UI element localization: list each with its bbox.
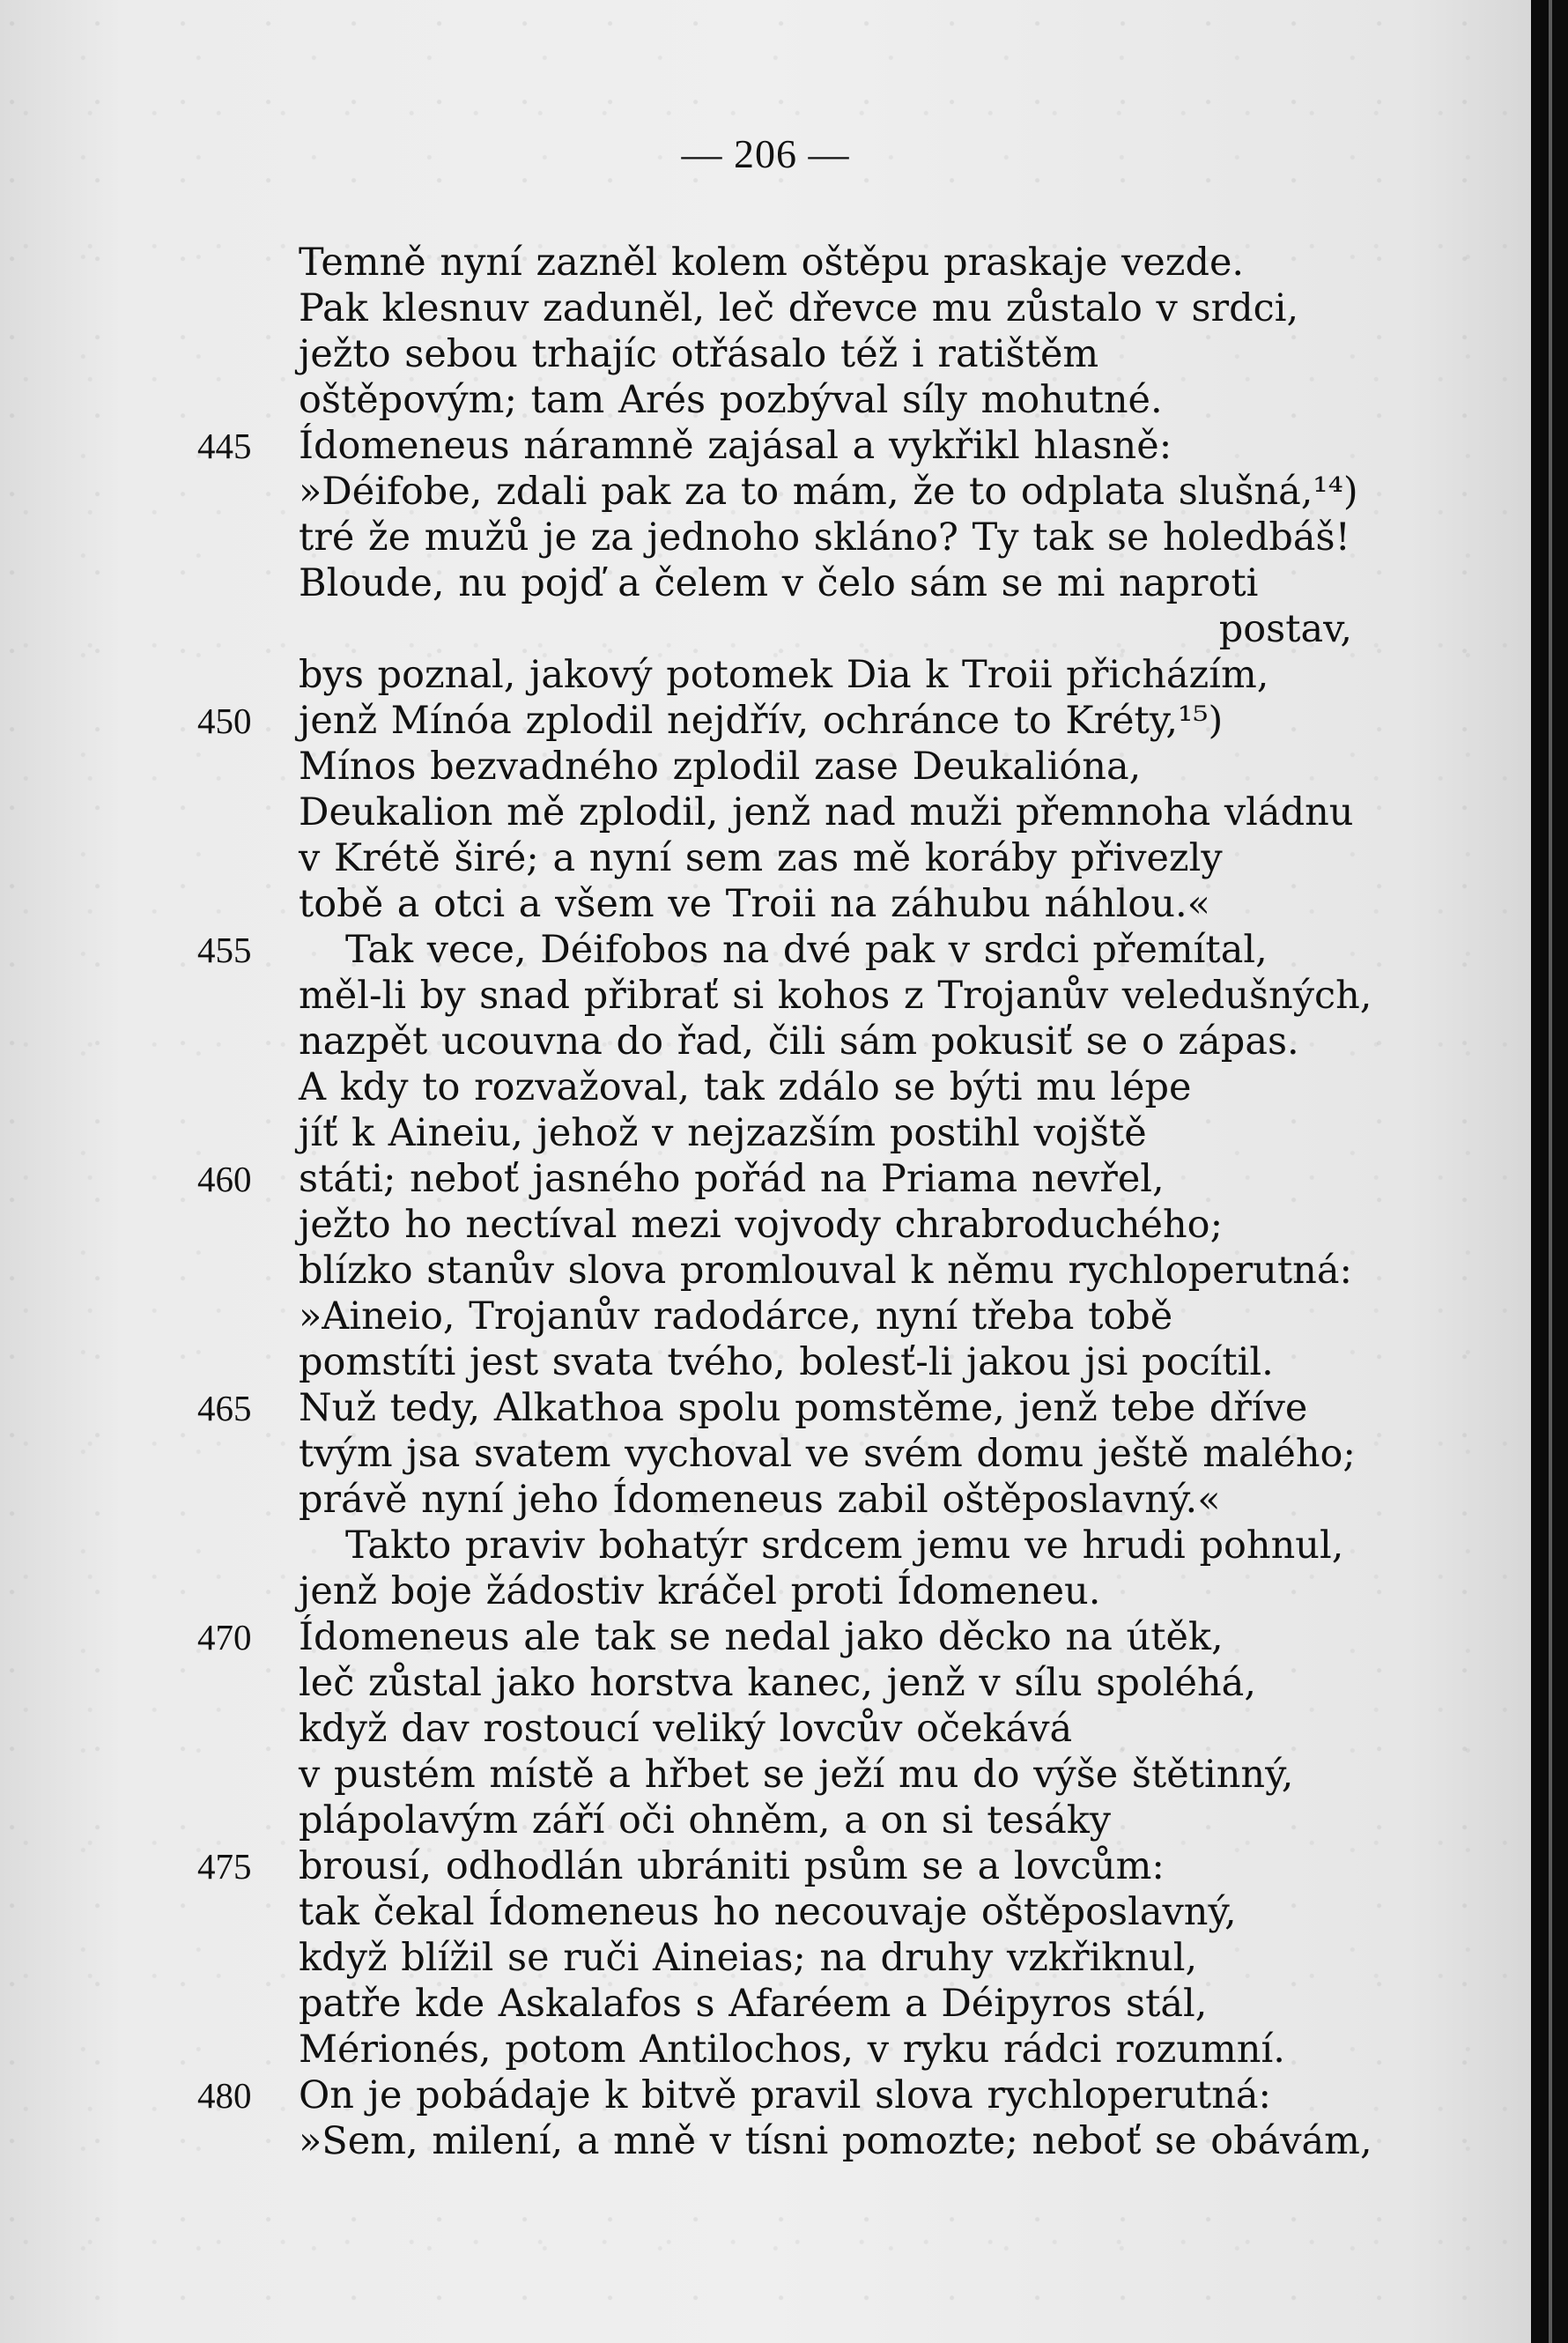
verse-text: leč zůstal jako horstva kanec, jenž v sílu spoléhá, [299, 1661, 1256, 1705]
verse-line [0, 698, 1531, 744]
verse-line [0, 790, 1531, 835]
verse-line [0, 2118, 1531, 2164]
verse-text: Mérionés, potom Antilochos, v ryku rádci rozumní. [299, 2028, 1285, 2072]
verse-text: v pustém místě a hřbet se ježí mu do výše štětinný, [299, 1753, 1294, 1797]
verse-line [0, 1614, 1531, 1660]
verse-line [0, 606, 1531, 652]
verse-line [0, 1477, 1531, 1523]
verse-text: měl-li by snad přibrať si kohos z Trojanův veledušných, [299, 974, 1372, 1018]
line-number: 480 [197, 2075, 252, 2116]
line-number: 475 [197, 1846, 252, 1887]
verse-text: pomstíti jest svata tvého, bolesť-li jakou jsi pocítil. [299, 1340, 1274, 1384]
verse-line [0, 515, 1531, 560]
verse-text: jíť k Aineiu, jehož v nejzazším postihl vojště [299, 1111, 1147, 1155]
verse-line [0, 377, 1531, 423]
verse-text: tré že mužů je za jednoho skláno? Ty tak se holedbáš! [299, 515, 1350, 560]
verse-text: tak čekal Ídomeneus ho necouvaje oštěposlavný, [299, 1890, 1237, 1934]
line-number: 455 [197, 930, 252, 970]
verse-text: ježto sebou trhajíc otřásalo též i ratištěm [299, 332, 1099, 376]
verse-text: Mínos bezvadného zplodil zase Deukalióna, [299, 745, 1142, 789]
verse-line [0, 560, 1531, 606]
verse-text: postav, [1218, 607, 1352, 651]
verse-text: Temně nyní zazněl kolem oštěpu praskaje vezde. [299, 241, 1245, 285]
verse-line [0, 1110, 1531, 1156]
verse-line [0, 1935, 1531, 1981]
verse-line [0, 240, 1531, 285]
verse-line [0, 1706, 1531, 1752]
verse-line [0, 1752, 1531, 1798]
verse-text: nazpět ucouvna do řad, čili sám pokusiť se o zápas. [299, 1020, 1299, 1064]
verse-text: právě nyní jeho Ídomeneus zabil oštěposlavný.« [299, 1478, 1221, 1522]
verse-text: v Krétě širé; a nyní sem zas mě koráby přivezly [299, 836, 1223, 880]
verse-line [0, 1339, 1531, 1385]
line-number: 450 [197, 701, 252, 741]
verse-line [0, 1568, 1531, 1614]
verse-text: ježto ho nectíval mezi vojvody chrabroduchého; [299, 1203, 1224, 1247]
verse-line [0, 1798, 1531, 1843]
line-number: 470 [197, 1617, 252, 1657]
verse-text: Takto praviv bohatýr srdcem jemu ve hrudi pohnul, [345, 1524, 1344, 1568]
verse-text: státi; neboť jasného pořád na Priama nevřel, [299, 1157, 1165, 1201]
verse-line [0, 1660, 1531, 1706]
verse-line [0, 1385, 1531, 1431]
verse-line [0, 1981, 1531, 2027]
verse-text: blízko stanův slova promlouval k němu rychloperutná: [299, 1249, 1352, 1293]
line-number: 465 [197, 1388, 252, 1428]
page-number: — 206 — [681, 131, 850, 176]
verse-text: On je pobádaje k bitvě pravil slova rychloperutná: [299, 2073, 1272, 2117]
verse-line [0, 1248, 1531, 1294]
verse-line [0, 1202, 1531, 1248]
verse-text: Tak vece, Déifobos na dvé pak v srdci přemítal, [345, 928, 1268, 972]
poem-text-block [0, 240, 1531, 2164]
verse-text: když blížil se ruči Aineias; na druhy vzkřiknul, [299, 1936, 1198, 1980]
verse-text: jenž boje žádostiv kráčel proti Ídomeneu. [299, 1569, 1101, 1613]
verse-text: plápolavým září oči ohněm, a on si tesáky [299, 1798, 1112, 1843]
verse-text: tobě a otci a všem ve Troii na záhubu náhlou.« [299, 882, 1210, 926]
verse-line [0, 469, 1531, 515]
verse-text: Bloude, nu pojď a čelem v čelo sám se mi naproti [299, 561, 1259, 605]
verse-line [0, 1019, 1531, 1064]
verse-text: jenž Mínóa zplodil nejdřív, ochránce to Kréty,¹⁵) [299, 699, 1224, 743]
verse-text: »Aineio, Trojanův radodárce, nyní třeba tobě [299, 1294, 1173, 1338]
verse-line [0, 1156, 1531, 1202]
verse-line [0, 1431, 1531, 1477]
line-number: 445 [197, 426, 252, 466]
verse-line [0, 423, 1531, 469]
verse-text: Deukalion mě zplodil, jenž nad muži přemnoha vládnu [299, 790, 1354, 834]
verse-line [0, 744, 1531, 790]
verse-text: Nuž tedy, Alkathoa spolu pomstěme, jenž tebe dříve [299, 1386, 1308, 1430]
verse-text: tvým jsa svatem vychoval ve svém domu ještě malého; [299, 1432, 1356, 1476]
verse-text: Pak klesnuv zaduněl, leč dřevce mu zůstalo v srdci, [299, 286, 1299, 330]
verse-line [0, 652, 1531, 698]
verse-text: »Sem, milení, a mně v tísni pomozte; neboť se obávám, [299, 2119, 1372, 2163]
verse-line [0, 927, 1531, 973]
verse-line [0, 2027, 1531, 2072]
verse-text: Ídomeneus náramně zajásal a vykřikl hlasně: [299, 424, 1172, 468]
line-number: 460 [197, 1159, 252, 1199]
verse-line [0, 1889, 1531, 1935]
verse-line [0, 1843, 1531, 1889]
verse-text: bys poznal, jakový potomek Dia k Troii přicházím, [299, 653, 1269, 697]
verse-text: když dav rostoucí veliký lovcův očekává [299, 1707, 1073, 1751]
verse-line [0, 1523, 1531, 1568]
verse-line [0, 973, 1531, 1019]
verse-line [0, 2072, 1531, 2118]
verse-text: oštěpovým; tam Arés pozbýval síly mohutné. [299, 378, 1163, 422]
verse-text: patře kde Askalafos s Afaréem a Déipyros stál, [299, 1982, 1208, 2026]
page-edge-line [1549, 0, 1552, 2343]
verse-line [0, 285, 1531, 331]
verse-text: Ídomeneus ale tak se nedal jako děcko na útěk, [299, 1615, 1224, 1659]
verse-line [0, 1294, 1531, 1339]
verse-line [0, 331, 1531, 377]
verse-line [0, 881, 1531, 927]
verse-text: A kdy to rozvažoval, tak zdálo se býti mu lépe [299, 1065, 1192, 1109]
verse-line [0, 835, 1531, 881]
verse-text: »Déifobe, zdali pak za to mám, že to odplata slušná,¹⁴) [299, 470, 1358, 514]
verse-line [0, 1064, 1531, 1110]
verse-text: brousí, odhodlán ubrániti psům se a lovcům: [299, 1844, 1165, 1888]
